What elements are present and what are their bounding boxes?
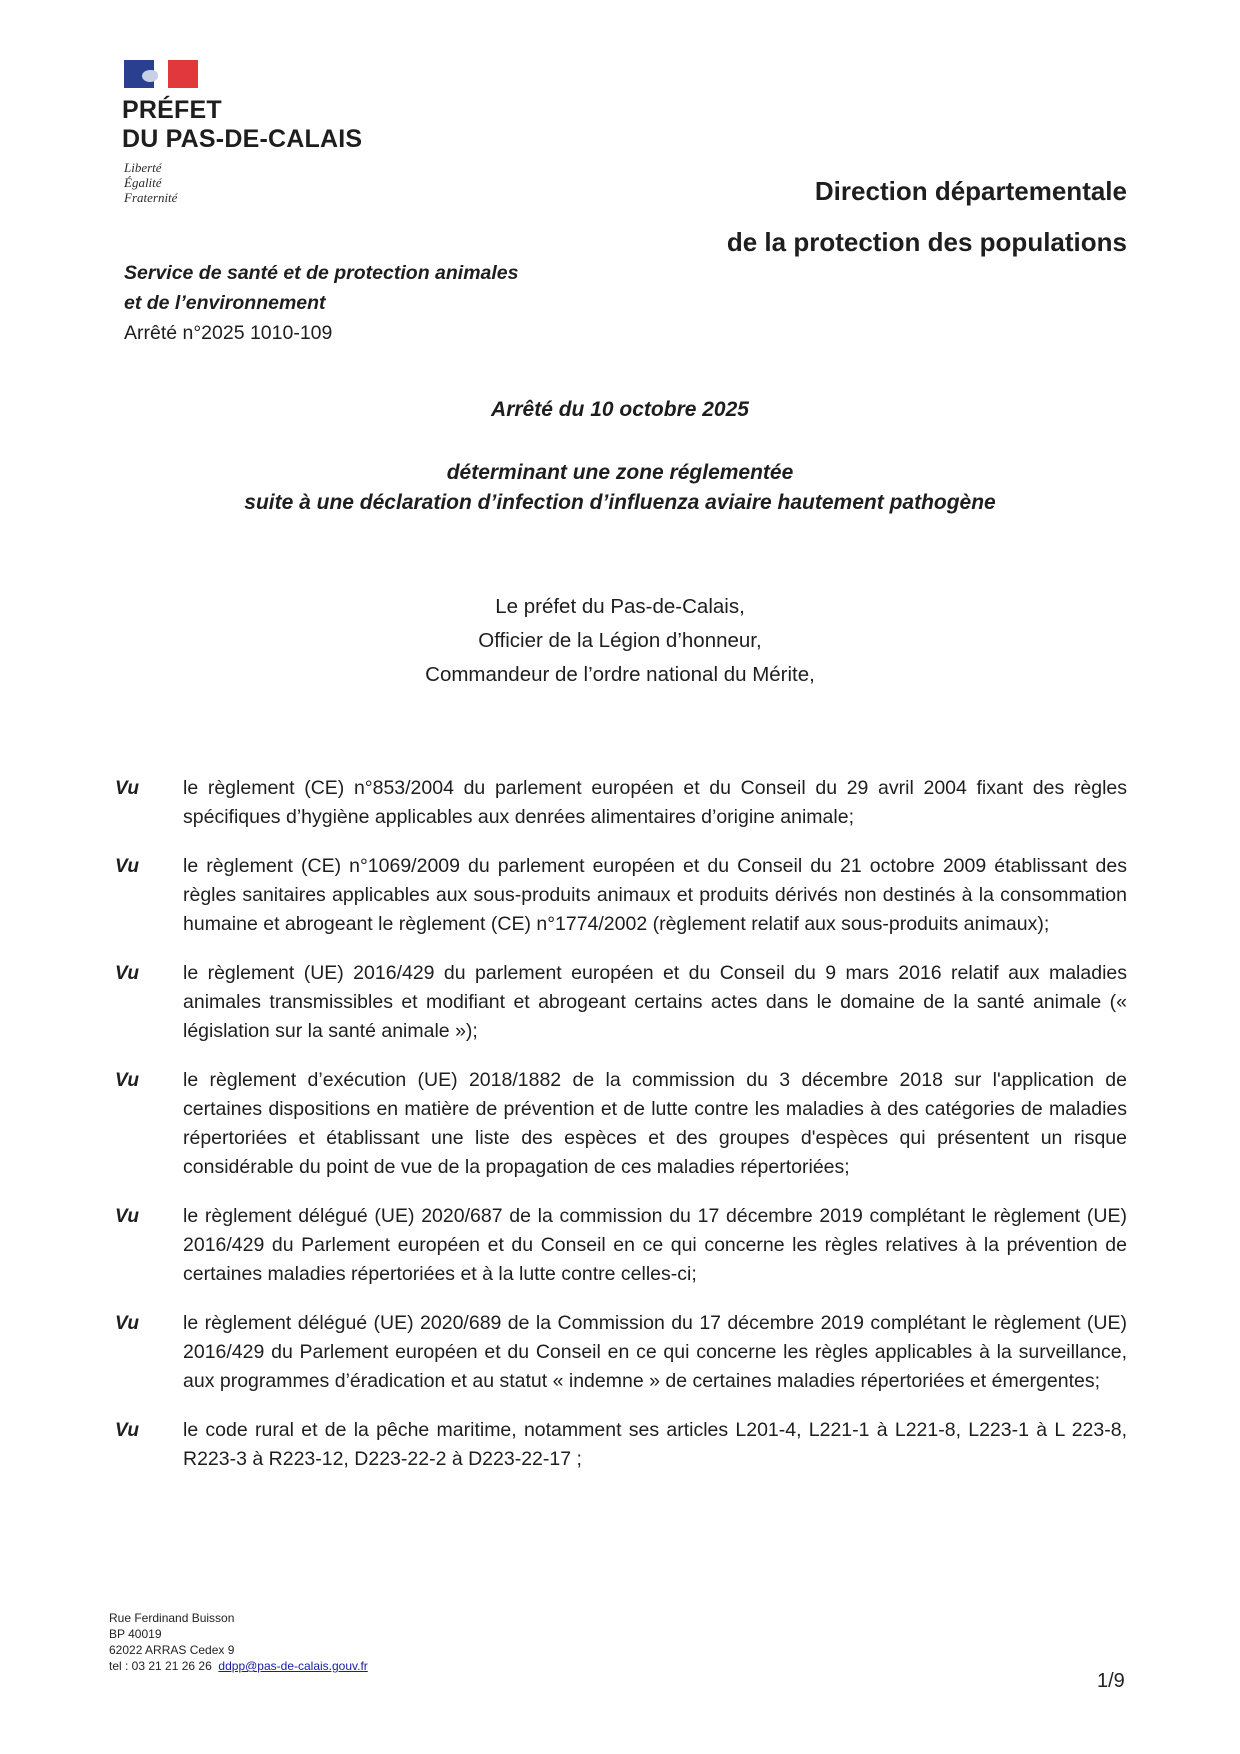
address-city: 62022 ARRAS Cedex 9 — [109, 1643, 235, 1657]
visa-label: Vu — [115, 778, 139, 799]
visa-text: le code rural et de la pêche maritime, notamment ses articles L201-4, L221-1 à L221-8, L223-1 à L 223-8, R223-3 à R223-12, D223-22-2 à D223-22-17 ; — [183, 1419, 1127, 1470]
visas-list — [115, 774, 1127, 1494]
visa-item — [115, 1066, 1127, 1182]
phone-number: tel : 03 21 21 26 26 — [109, 1659, 212, 1673]
prefet-title-line: Commandeur de l’ordre national du Mérite, — [425, 663, 815, 686]
prefecture-name — [122, 96, 362, 154]
visa-label: Vu — [115, 856, 139, 877]
visa-text: le règlement délégué (UE) 2020/687 de la commission du 17 décembre 2019 complétant le règlement (UE) 2016/429 du Parlement européen et du Conseil en ce qui concerne les règles relatives à la prévention de certaines maladies répertoriées et à la lutte contre celles-ci; — [183, 1205, 1127, 1285]
address-street: Rue Ferdinand Buisson — [109, 1611, 235, 1625]
visa-text: le règlement délégué (UE) 2020/689 de la Commission du 17 décembre 2019 complétant le règlement (UE) 2016/429 du Parlement européen et du Conseil en ce qui concerne les règles applicables à la surveillance, aux programmes d’éradication et au statut « indemne » de certaines maladies répertoriées et émergentes; — [183, 1312, 1127, 1392]
visa-item — [115, 774, 1127, 832]
visa-label: Vu — [115, 1070, 139, 1091]
service-line2: et de l’environnement — [124, 292, 326, 314]
visa-text: le règlement (CE) n°853/2004 du parlement européen et du Conseil du 29 avril 2004 fixant des règles spécifiques d’hygiène applicables aux denrées alimentaires d’origine animale; — [183, 777, 1127, 828]
visa-item — [115, 1309, 1127, 1396]
direction-title — [727, 166, 1127, 268]
service-block — [124, 258, 519, 348]
visa-item — [115, 959, 1127, 1046]
visa-item — [115, 1416, 1127, 1474]
footer-address — [109, 1610, 368, 1674]
visa-item — [115, 1202, 1127, 1289]
service-line1: Service de santé et de protection animales — [124, 262, 519, 284]
objet-line1: déterminant une zone réglementée — [446, 461, 794, 484]
visa-text: le règlement d’exécution (UE) 2018/1882 de la commission du 3 décembre 2018 sur l'application de certaines dispositions en matière de prévention et de lutte contre les maladies à des catégories de maladies répertoriées et établissant une liste des espèces et des groupes d'espèces qui présentent un risque considérable du point de vue de la propagation de ces maladies répertoriées; — [183, 1069, 1127, 1178]
visa-text: le règlement (UE) 2016/429 du parlement européen et du Conseil du 9 mars 2016 relatif aux maladies animales transmissibles et modifiant et abrogeant certains actes dans le domaine de la santé animale (« législation sur la santé animale »); — [183, 962, 1127, 1042]
prefet-line1: PRÉFET — [122, 96, 222, 124]
objet-line2: suite à une déclaration d’infection d’influenza aviaire hautement pathogène — [244, 491, 996, 514]
direction-line1: Direction départementale — [814, 176, 1127, 206]
arrete-date-title: Arrêté du 10 octobre 2025 — [491, 398, 749, 421]
devise-liberte: Liberté — [124, 160, 162, 175]
prefet-titles — [0, 590, 1240, 692]
visa-label: Vu — [115, 963, 139, 984]
visa-label: Vu — [115, 1420, 139, 1441]
visa-item — [115, 852, 1127, 939]
devise-fraternite: Fraternité — [124, 190, 178, 205]
visa-label: Vu — [115, 1206, 139, 1227]
direction-line2: de la protection des populations — [726, 227, 1127, 257]
arrete-objet — [0, 458, 1240, 518]
devise — [124, 160, 177, 205]
visa-label: Vu — [115, 1313, 139, 1334]
visa-text: le règlement (CE) n°1069/2009 du parlement européen et du Conseil du 21 octobre 2009 établissant des règles sanitaires applicables aux sous-produits animaux et produits dérivés non destinés à la consommation humaine et abrogeant le règlement (CE) n°1774/2002 (règlement relatif aux sous-produits animaux); — [183, 855, 1127, 935]
prefet-title-line: Le préfet du Pas-de-Calais, — [495, 595, 745, 618]
devise-egalite: Égalité — [124, 175, 162, 190]
prefet-title-line: Officier de la Légion d’honneur, — [478, 629, 762, 652]
marianne-flag-icon — [124, 60, 198, 88]
page-number: 1/9 — [1097, 1670, 1125, 1692]
email-link[interactable]: ddpp@pas-de-calais.gouv.fr — [218, 1659, 368, 1673]
prefet-line2: DU PAS-DE-CALAIS — [122, 125, 363, 153]
arrete-number: Arrêté n°2025 1010-109 — [124, 322, 333, 344]
address-bp: BP 40019 — [109, 1627, 162, 1641]
